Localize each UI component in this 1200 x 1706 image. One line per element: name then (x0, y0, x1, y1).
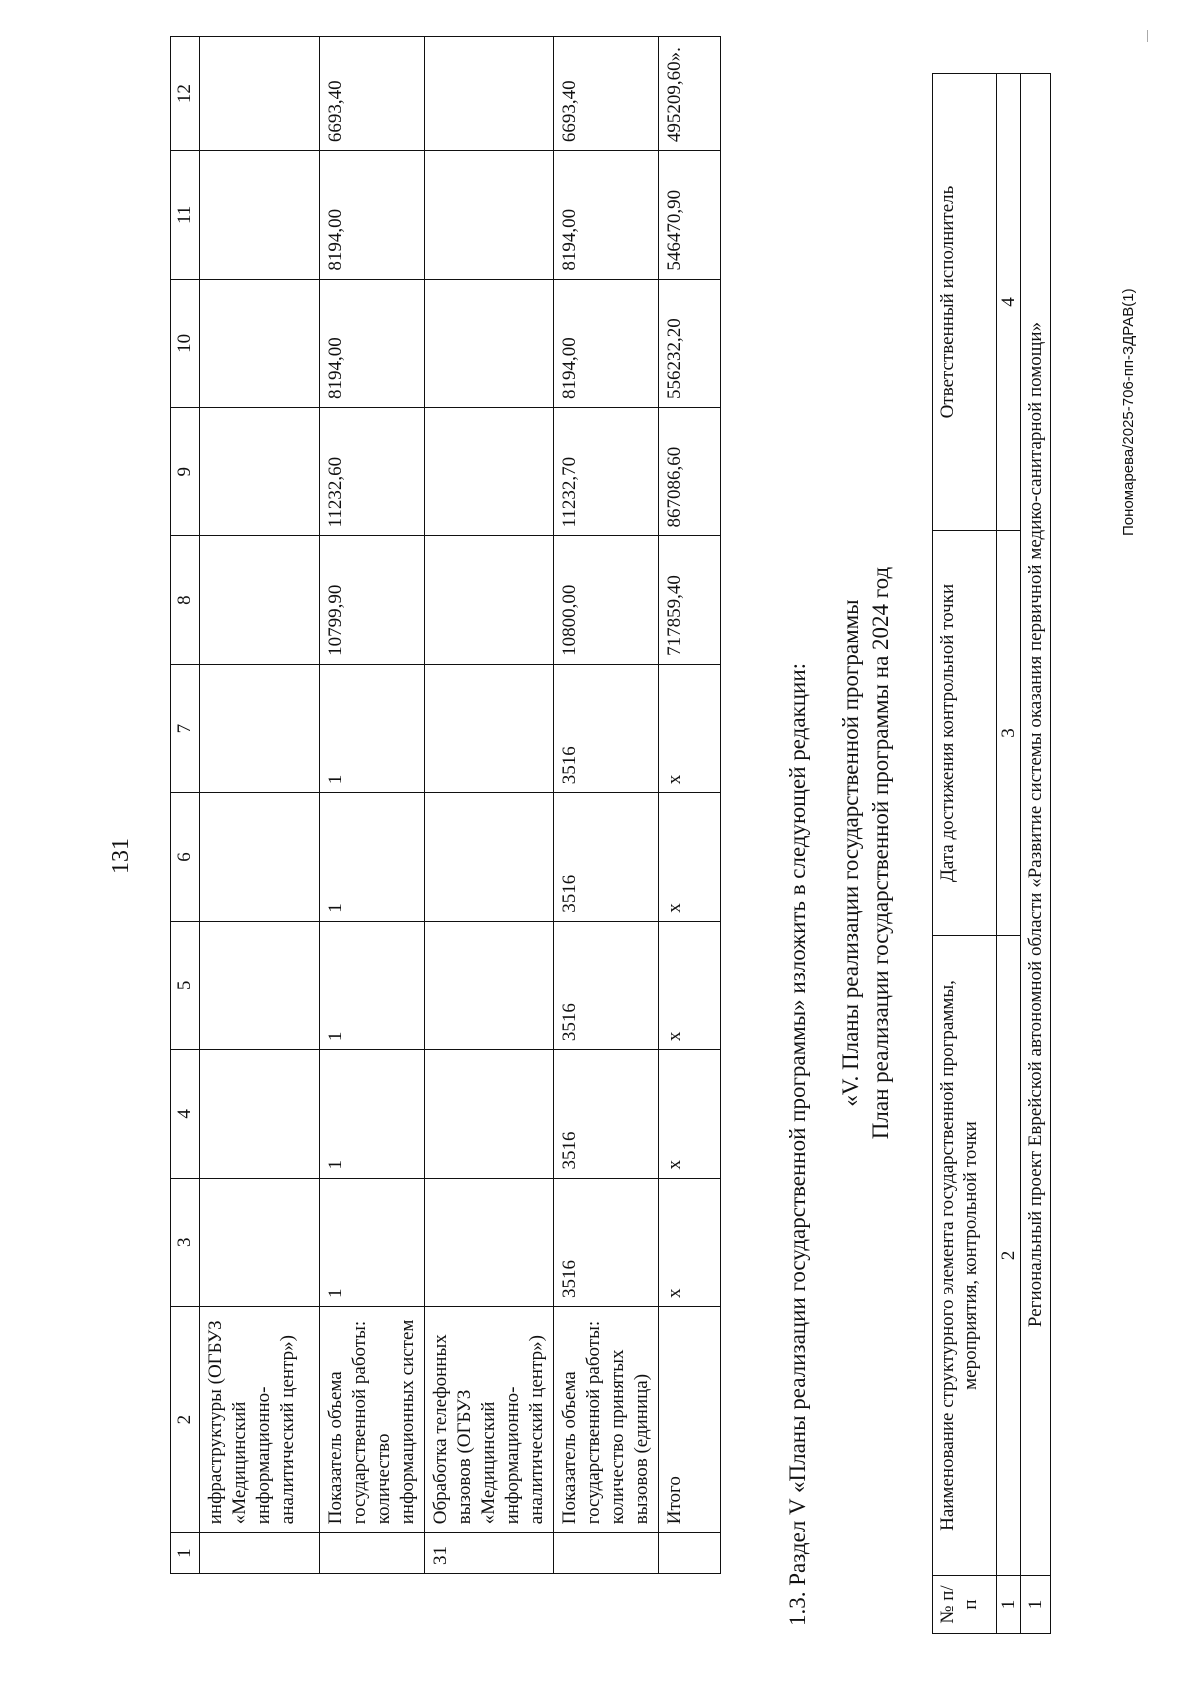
table-row (554, 37, 659, 1574)
table-cell: 1 (320, 921, 425, 1049)
table-cell: 8194,00 (320, 279, 425, 407)
table-cell: х (659, 793, 721, 921)
column-number-row (997, 74, 1021, 1634)
table-cell: 6693,40 (554, 37, 659, 151)
table-header-row (933, 74, 997, 1634)
column-header: 9 (171, 408, 200, 536)
table-cell: инфраструктуры (ОГБУЗ «Медицинский информационно-аналитический центр») (200, 1306, 320, 1532)
table-cell: 3516 (554, 793, 659, 921)
table-cell (425, 1178, 554, 1306)
table-cell: Итого (659, 1306, 721, 1532)
table-cell: 11232,70 (554, 408, 659, 536)
table-cell: 8194,00 (320, 151, 425, 279)
table-cell: Показатель объема государственной работы: количество информационных систем (320, 1306, 425, 1532)
plan-table (932, 73, 1051, 1634)
table-cell: 2 (997, 936, 1021, 1576)
table-cell: х (659, 1178, 721, 1306)
table-cell (425, 664, 554, 792)
financing-table (170, 36, 721, 1574)
table-cell (425, 1050, 554, 1178)
plan-title: План реализации государственной программы на 2024 год (868, 566, 893, 1140)
table-cell: 4 (997, 74, 1021, 531)
column-header: Дата достижения контрольной точки (933, 531, 997, 936)
column-header: № п/п (933, 1576, 997, 1634)
table-cell (200, 536, 320, 664)
table-cell: 8194,00 (554, 279, 659, 407)
table-cell (425, 279, 554, 407)
table-cell: 867086,60 (659, 408, 721, 536)
table-cell (200, 37, 320, 151)
section-heading: «V. Планы реализации государственной программы (838, 599, 863, 1107)
table-cell: 1 (320, 664, 425, 792)
table-cell (200, 664, 320, 792)
table-cell: 1 (320, 1178, 425, 1306)
table-cell (200, 921, 320, 1049)
column-header: 3 (171, 1178, 200, 1306)
column-header: 5 (171, 921, 200, 1049)
table-cell: 1 (320, 793, 425, 921)
table-cell: 495209,60». (659, 37, 721, 151)
table-cell: 1 (997, 1576, 1021, 1634)
table-cell: 3516 (554, 1178, 659, 1306)
table-cell: х (659, 1050, 721, 1178)
table-row (659, 37, 721, 1574)
table-row (320, 37, 425, 1574)
table-cell: 717859,40 (659, 536, 721, 664)
table-cell: 3 (997, 531, 1021, 936)
table-cell: Обработка телефонных вызовов (ОГБУЗ «Медицинский информационно-аналитический центр») (425, 1306, 554, 1532)
table-cell: х (659, 921, 721, 1049)
table-cell: 546470,90 (659, 151, 721, 279)
table-cell: 1 (1021, 1576, 1051, 1634)
table-cell (200, 1533, 320, 1574)
table-row (1021, 74, 1051, 1634)
table-cell (200, 408, 320, 536)
section-amendment-text: 1.3. Раздел V «Планы реализации государственной программы» изложить в следующей редакции: (785, 662, 810, 1626)
table-cell: 10800,00 (554, 536, 659, 664)
column-header: Ответственный исполнитель (933, 74, 997, 531)
table-cell: 8194,00 (554, 151, 659, 279)
table-row (200, 37, 320, 1574)
table-cell: 6693,40 (320, 37, 425, 151)
table-cell: 3516 (554, 664, 659, 792)
column-header: 7 (171, 664, 200, 792)
table-cell (425, 536, 554, 664)
table-cell: х (659, 664, 721, 792)
column-header: 12 (171, 37, 200, 151)
column-header: 2 (171, 1306, 200, 1532)
column-header: 6 (171, 793, 200, 921)
table-cell (554, 1533, 659, 1574)
table-cell: 1 (320, 1050, 425, 1178)
table-cell (425, 921, 554, 1049)
table-cell: 556232,20 (659, 279, 721, 407)
table-cell (425, 37, 554, 151)
table-cell (200, 793, 320, 921)
table-cell (425, 408, 554, 536)
table-row (425, 37, 554, 1574)
table-cell (425, 793, 554, 921)
table-cell (659, 1533, 721, 1574)
regional-project-cell: Региональный проект Еврейской автономной области «Развитие системы оказания первичной медико-санитарной помощи» (1021, 74, 1051, 1576)
column-header: 8 (171, 536, 200, 664)
column-header: Наименование структурного элемента государственной программы, мероприятия, контрольной точки (933, 936, 997, 1576)
table-cell (425, 151, 554, 279)
table-cell (200, 151, 320, 279)
document-code: Пономарева/2025-706-пп-ЗДРАВ(1) (1120, 288, 1137, 536)
table-cell: 10799,90 (320, 536, 425, 664)
scan-artifact (1147, 30, 1148, 42)
table-cell (320, 1533, 425, 1574)
table-header-row (171, 37, 200, 1574)
table-cell (200, 279, 320, 407)
table-cell: 3516 (554, 921, 659, 1049)
page-number: 131 (108, 838, 134, 874)
table-cell: 31 (425, 1533, 554, 1574)
table-cell: 11232,60 (320, 408, 425, 536)
column-header: 4 (171, 1050, 200, 1178)
table-cell (200, 1178, 320, 1306)
table-cell: 3516 (554, 1050, 659, 1178)
column-header: 10 (171, 279, 200, 407)
table-cell (200, 1050, 320, 1178)
column-header: 1 (171, 1533, 200, 1574)
column-header: 11 (171, 151, 200, 279)
table-cell: Показатель объема государственной работы: количество принятых вызовов (единица) (554, 1306, 659, 1532)
